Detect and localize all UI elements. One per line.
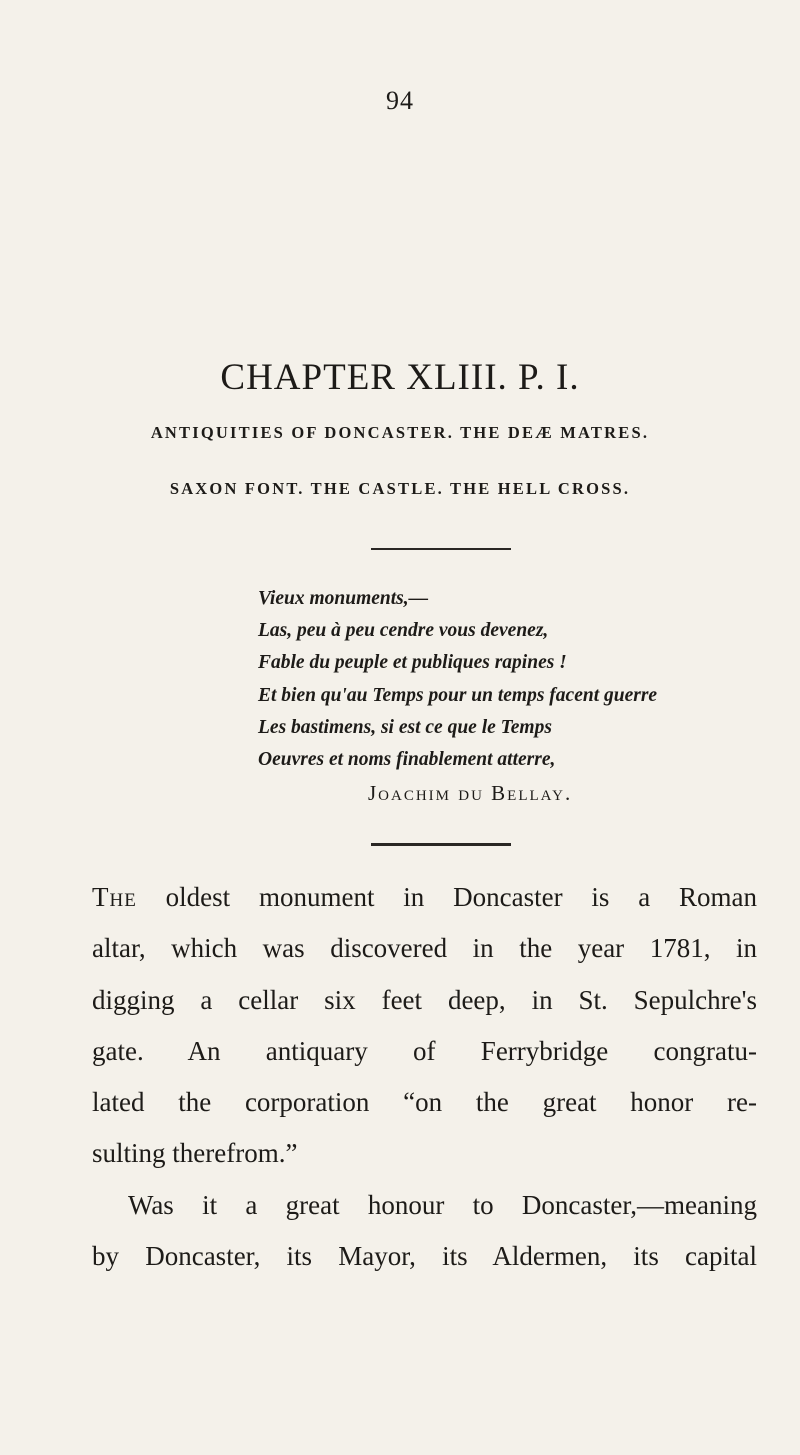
epigraph-line: Oeuvres et noms finablement atterre, [258,748,556,770]
epigraph-line: Et bien qu'au Temps pour un temps facent guerre [258,684,658,706]
epigraph-line: Vieux monuments,— [258,588,429,609]
body-line: gate. An antiquary of Ferrybridge congratu- [92,1035,757,1066]
body-line: by Doncaster, its Mayor, its Aldermen, its capital [92,1241,757,1272]
epigraph-line: Les bastimens, si est ce que le Temps [258,716,552,738]
divider-rule [371,548,511,550]
body-line: altar, which was discovered in the year 1781, in [92,933,757,964]
body-line: lated the corporation “on the great honor re- [92,1087,757,1118]
chapter-subtitle-line: SAXON FONT. THE CASTLE. THE HELL CROSS. [169,479,631,498]
epigraph-author: Joachim du Bellay. [368,781,573,806]
body-line: digging a cellar six feet deep, in St. Sepulchre's [92,984,757,1015]
divider-rule [371,843,511,846]
body-line-text: oldest monument in Doncaster is a Roman [165,882,758,912]
body-line: sulting therefrom.” [92,1138,298,1169]
body-line [92,882,757,933]
body-text [92,882,757,1292]
chapter-subtitle-line: ANTIQUITIES OF DONCASTER. THE DEÆ MATRES. [150,423,650,442]
epigraph-line: Las, peu à peu cendre vous devenez, [258,620,549,642]
chapter-title: CHAPTER XLIII. P. I. [220,357,580,398]
epigraph-line: Fable du peuple et publiques rapines ! [258,652,567,674]
body-line: Was it a great honour to Doncaster,—meaning [128,1189,757,1220]
epigraph [258,588,778,813]
page-number: 94 [386,86,414,115]
body-first-word: The [92,882,137,912]
